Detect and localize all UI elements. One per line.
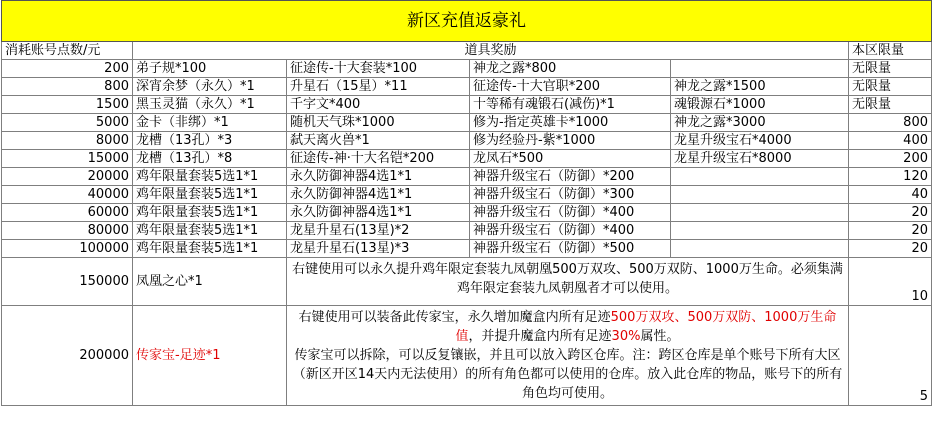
- table-row: [2, 78, 932, 96]
- header-limit: 本区限量: [849, 42, 932, 60]
- cell-r3: 神器升级宝石（防御）*500: [470, 240, 671, 258]
- cell-r1: 弟子规*100: [133, 60, 287, 78]
- cell-r1: 龙槽（13孔）*8: [133, 150, 287, 168]
- cell-r2: 升星石（15星）*11: [287, 78, 470, 96]
- cell-r4: [671, 204, 849, 222]
- cell-r4: 神龙之露*1500: [671, 78, 849, 96]
- cell-r1: 鸡年限量套装5选1*1: [133, 204, 287, 222]
- cell-r3: 神器升级宝石（防御）*400: [470, 204, 671, 222]
- cell-r2: 千字文*400: [287, 96, 470, 114]
- cell-limit: 800: [849, 114, 932, 132]
- table-row: [2, 60, 932, 78]
- desc-text: ，并提升魔盒内所有足迹: [468, 329, 612, 344]
- cell-limit: 120: [849, 168, 932, 186]
- cell-r1: 鸡年限量套装5选1*1: [133, 222, 287, 240]
- cell-r1: 鸡年限量套装5选1*1: [133, 168, 287, 186]
- table-row: [2, 132, 932, 150]
- cell-points: 5000: [2, 114, 133, 132]
- cell-r3: 修为经验丹-紫*1000: [470, 132, 671, 150]
- cell-r1: 龙槽（13孔）*3: [133, 132, 287, 150]
- cell-r3: 修为-指定英雄卡*1000: [470, 114, 671, 132]
- row-item: 凤凰之心*1: [133, 258, 287, 306]
- cell-r4: [671, 222, 849, 240]
- cell-r2: 弑天离火兽*1: [287, 132, 470, 150]
- cell-r3: 十等稀有魂锻石(减伤)*1: [470, 96, 671, 114]
- cell-r3: 神器升级宝石（防御）*300: [470, 186, 671, 204]
- cell-points: 60000: [2, 204, 133, 222]
- cell-r3: 神器升级宝石（防御）*200: [470, 168, 671, 186]
- cell-points: 100000: [2, 240, 133, 258]
- row-limit: 5: [849, 306, 932, 406]
- cell-r1: 黑玉灵猫（永久）*1: [133, 96, 287, 114]
- cell-r2: 永久防御神器4选1*1: [287, 186, 470, 204]
- cell-limit: 20: [849, 240, 932, 258]
- desc-highlight: 30%: [611, 329, 641, 344]
- table-row: [2, 222, 932, 240]
- header-points: 消耗账号点数/元: [2, 42, 133, 60]
- table-row: [2, 204, 932, 222]
- cell-points: 800: [2, 78, 133, 96]
- desc-highlight: 500万双攻、500万双防、1000万生命值: [455, 310, 837, 344]
- cell-r3: 神龙之露*800: [470, 60, 671, 78]
- desc-text: 传家宝可以拆除，可以反复镶嵌，并且可以放入跨区仓库。注：跨区仓库是单个账号下所有大区（新区开区14天内无法使用）的所有角色都可以使用的仓库。放入此仓库的物品，账号下的所有角色均可使用。: [292, 348, 843, 401]
- cell-r4: 魂锻源石*1000: [671, 96, 849, 114]
- cell-points: 1500: [2, 96, 133, 114]
- cell-limit: 无限量: [849, 60, 932, 78]
- cell-r2: 征途传-神·十大名铠*200: [287, 150, 470, 168]
- cell-r2: 龙星升星石(13星)*3: [287, 240, 470, 258]
- cell-r3: 神器升级宝石（防御）*400: [470, 222, 671, 240]
- sheet-title: 新区充值返豪礼: [2, 1, 932, 42]
- cell-limit: 40: [849, 186, 932, 204]
- table-row-200000: [2, 306, 932, 406]
- cell-r1: 鸡年限量套装5选1*1: [133, 186, 287, 204]
- row-description: [287, 306, 849, 406]
- cell-r4: [671, 168, 849, 186]
- header-row: [2, 42, 932, 60]
- table-row: [2, 240, 932, 258]
- table-row: [2, 150, 932, 168]
- header-rewards: 道具奖励: [133, 42, 849, 60]
- table-row: [2, 114, 932, 132]
- cell-limit: 200: [849, 150, 932, 168]
- cell-limit: 无限量: [849, 78, 932, 96]
- cell-r1: 深宵余梦（永久）*1: [133, 78, 287, 96]
- row-points: 200000: [2, 306, 133, 406]
- cell-r4: 神龙之露*3000: [671, 114, 849, 132]
- reward-table: [1, 0, 932, 406]
- cell-r2: 龙星升星石(13星)*2: [287, 222, 470, 240]
- table-row: [2, 96, 932, 114]
- table-row: [2, 168, 932, 186]
- cell-points: 20000: [2, 168, 133, 186]
- cell-r4: 龙星升级宝石*4000: [671, 132, 849, 150]
- cell-r3: 龙凤石*500: [470, 150, 671, 168]
- cell-r4: [671, 240, 849, 258]
- cell-r4: [671, 186, 849, 204]
- cell-limit: 无限量: [849, 96, 932, 114]
- cell-r1: 金卡（非绑）*1: [133, 114, 287, 132]
- cell-limit: 400: [849, 132, 932, 150]
- cell-r2: 征途传-十大套装*100: [287, 60, 470, 78]
- cell-r4: [671, 60, 849, 78]
- row-description: 右键使用可以永久提升鸡年限定套装九凤朝凰500万双攻、500万双防、1000万生命。必须集满鸡年限定套装九凤朝凰者才可以使用。: [287, 258, 849, 306]
- reward-rows: [2, 60, 932, 258]
- cell-points: 40000: [2, 186, 133, 204]
- cell-r4: 龙星升级宝石*8000: [671, 150, 849, 168]
- cell-points: 200: [2, 60, 133, 78]
- table-row: [2, 186, 932, 204]
- cell-r2: 随机天气珠*1000: [287, 114, 470, 132]
- row-item: 传家宝-足迹*1: [133, 306, 287, 406]
- cell-r2: 永久防御神器4选1*1: [287, 204, 470, 222]
- row-points: 150000: [2, 258, 133, 306]
- cell-limit: 20: [849, 204, 932, 222]
- cell-r3: 征途传-十大官职*200: [470, 78, 671, 96]
- cell-r2: 永久防御神器4选1*1: [287, 168, 470, 186]
- desc-text: 右键使用可以装备此传家宝，永久增加魔盒内所有足迹: [298, 310, 611, 325]
- cell-r1: 鸡年限量套装5选1*1: [133, 240, 287, 258]
- row-limit: 10: [849, 258, 932, 306]
- cell-points: 8000: [2, 132, 133, 150]
- cell-limit: 20: [849, 222, 932, 240]
- cell-points: 80000: [2, 222, 133, 240]
- desc-text: 属性。: [640, 329, 680, 344]
- cell-points: 15000: [2, 150, 133, 168]
- table-row-150000: [2, 258, 932, 306]
